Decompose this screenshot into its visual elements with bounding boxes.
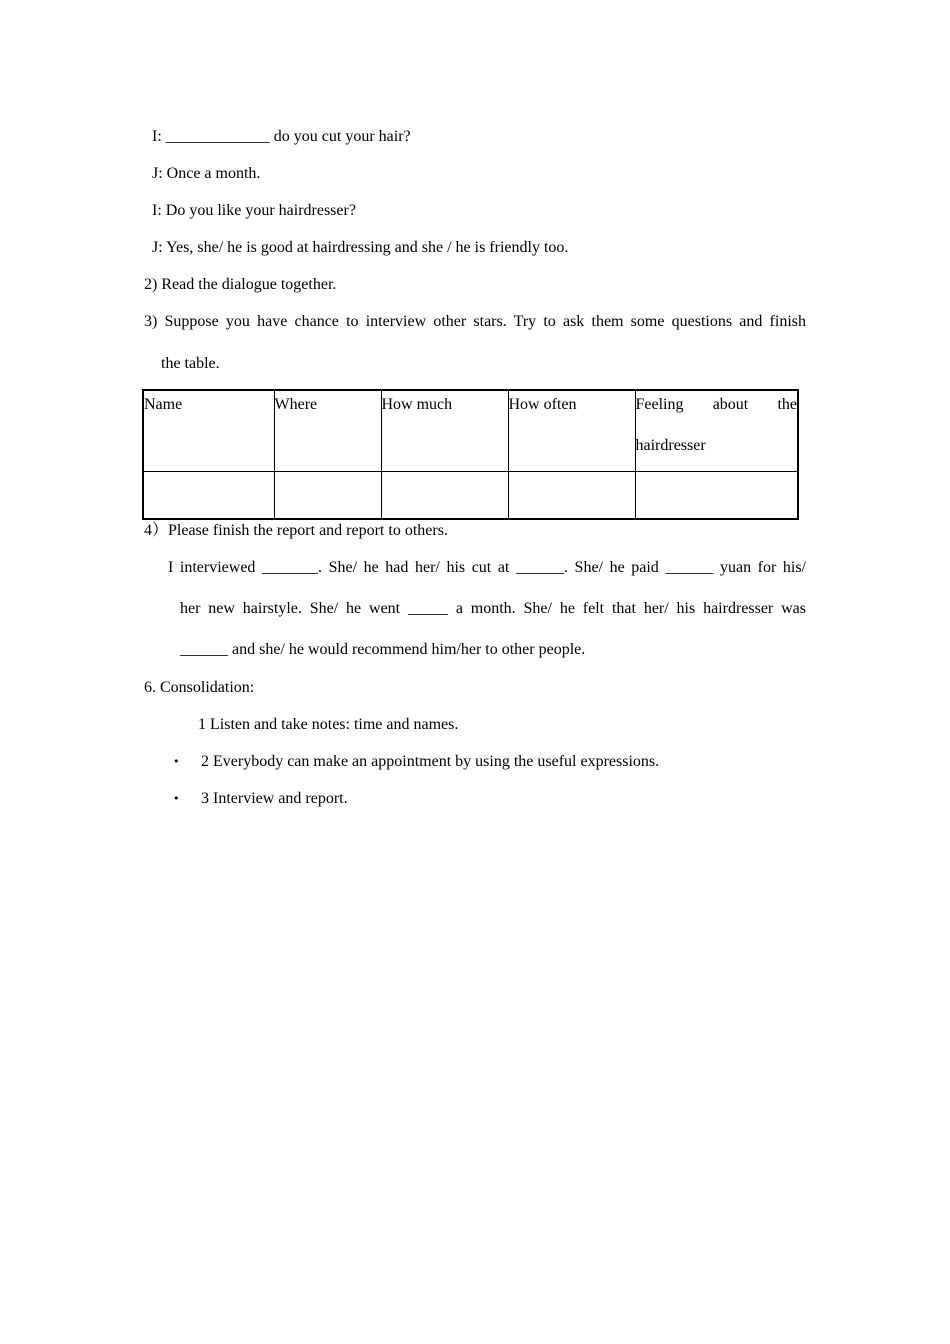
header-name-label: Name: [144, 396, 183, 413]
consolidation-heading: 6. Consolidation:: [144, 679, 255, 696]
input-cell-feeling[interactable]: [635, 472, 798, 520]
report-line-2: her new hairstyle. She/ he went _____ a month. She/ he felt that her/ his hairdresser was: [180, 600, 806, 617]
table-row: [143, 472, 798, 520]
header-cell-name: [143, 390, 274, 472]
interview-table: [142, 389, 799, 520]
header-how-much-label: How much: [381, 396, 453, 413]
report-line-3: ______ and she/ he would recommend him/her to other people.: [180, 641, 586, 658]
step-4-instruction: 4）Please finish the report and report to others.: [144, 522, 448, 539]
dialogue-line-1: I: _____________ do you cut your hair?: [152, 128, 411, 145]
consolidation-item-1: 1 Listen and take notes: time and names.: [198, 716, 459, 733]
header-where-label: Where: [274, 396, 318, 413]
header-cell-how-much: [381, 390, 508, 472]
bullet-icon: •: [173, 792, 180, 805]
consolidation-item-3: 3 Interview and report.: [201, 790, 348, 807]
header-cell-where: [274, 390, 381, 472]
header-cell-feeling: [635, 390, 798, 472]
dialogue-line-3: I: Do you like your hairdresser?: [152, 202, 356, 219]
input-cell-how-often[interactable]: [508, 472, 635, 520]
header-feeling-label-line-2: hairdresser: [635, 437, 706, 454]
header-how-often-label: How often: [508, 396, 577, 413]
dialogue-line-2: J: Once a month.: [152, 165, 261, 182]
step-3-instruction-line-2: the table.: [161, 355, 220, 372]
dialogue-line-4: J: Yes, she/ he is good at hairdressing and she / he is friendly too.: [152, 239, 569, 256]
header-feeling-label-line-1: Feeling about the: [635, 396, 797, 413]
step-2-instruction: 2) Read the dialogue together.: [144, 276, 337, 293]
header-cell-how-often: [508, 390, 635, 472]
step-3-instruction-line-1: 3) Suppose you have chance to interview other stars. Try to ask them some questions and finish: [144, 313, 806, 330]
table-header-row: [143, 390, 798, 472]
input-cell-name[interactable]: [143, 472, 274, 520]
report-line-1: I interviewed _______. She/ he had her/ his cut at ______. She/ he paid ______ yuan for his/: [168, 559, 806, 576]
input-cell-how-much[interactable]: [381, 472, 508, 520]
input-cell-where[interactable]: [274, 472, 381, 520]
consolidation-item-2: 2 Everybody can make an appointment by using the useful expressions.: [201, 753, 660, 770]
bullet-icon: •: [173, 755, 180, 768]
